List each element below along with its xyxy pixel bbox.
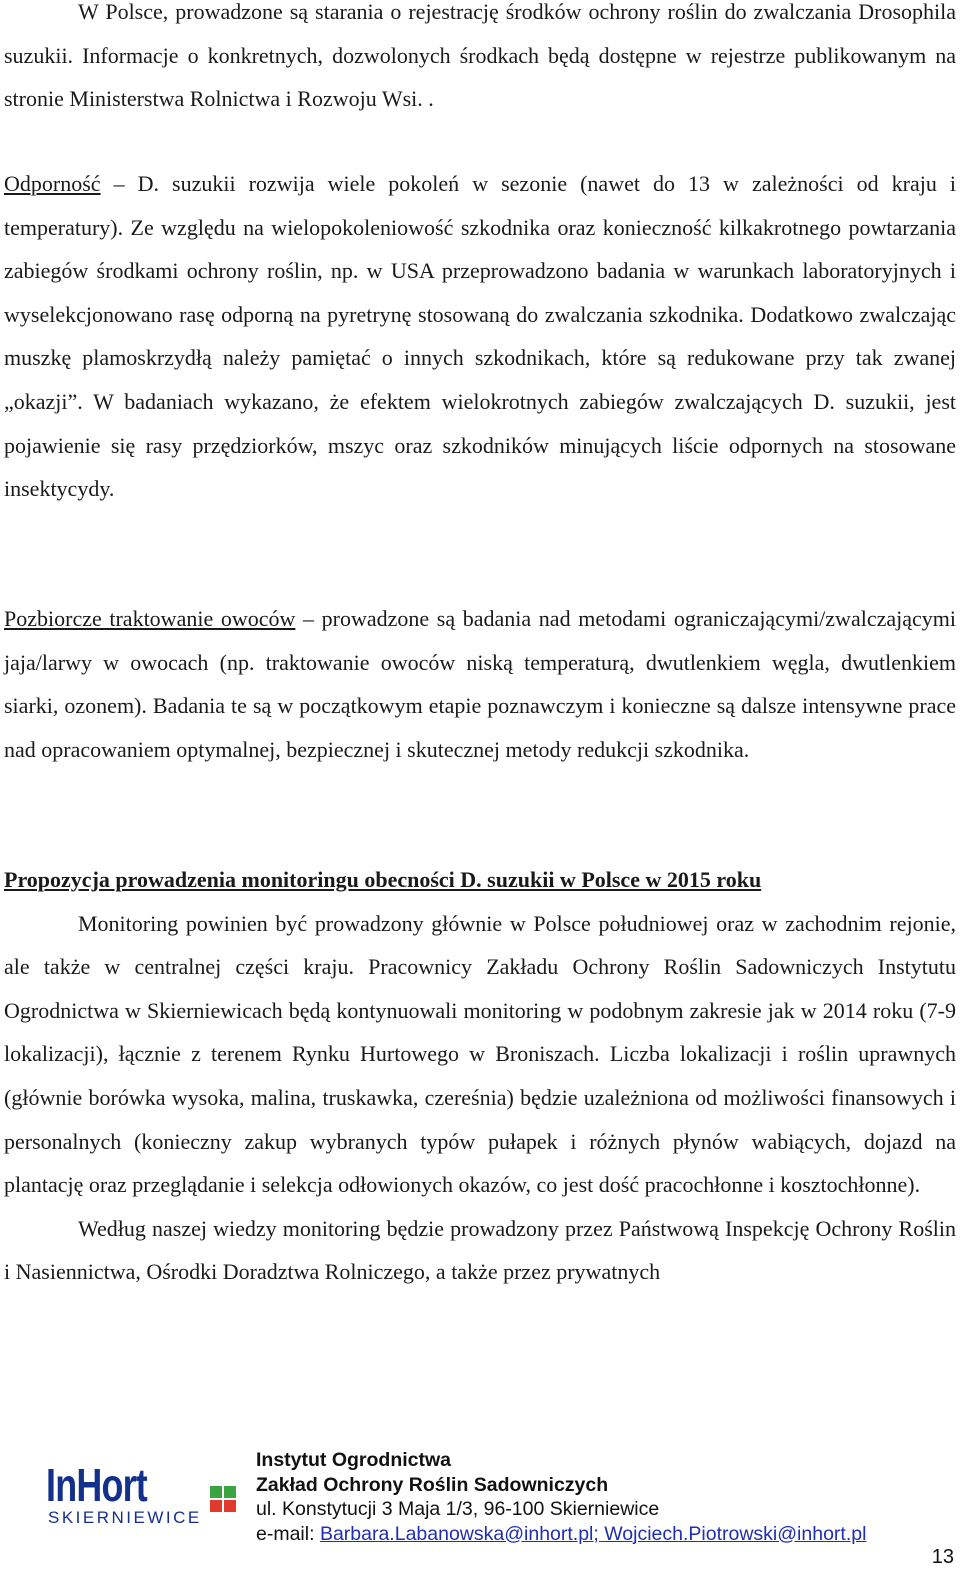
- inhort-logo: [46, 1458, 236, 1538]
- street-address: ul. Konstytucji 3 Maja 1/3, 96-100 Skierniewice: [256, 1498, 660, 1520]
- logo-subtitle: SKIERNIEWICE: [48, 1508, 202, 1527]
- paragraph-monitoring-1: Monitoring powinien być prowadzony głównie w Polsce południowej oraz w zachodnim rejonie, ale także w centralnej części kraju. Pracownicy Zakładu Ochrony Roślin Sadowniczych Instytutu Ogrodnictwa w Skierniewicach będą kontynuowali monitoring w podobnym zakresie jak w 2014 roku (7-9 lokalizacji), łącznie z terenem Rynku Hurtowego w Broniszach. Liczba lokalizacji i roślin uprawnych (głównie borówka wysoka, malina, truskawka, czereśnia) będzie uzależniona od możliwości finansowych i personalnych (konieczny zakup wybranych typów pułapek i różnych płynów wabiących, dojazd na plantację oraz przeglądanie i selekcja odłowionych okazów, co jest dość pracochłonne i kosztochłonne).: [4, 910, 956, 1198]
- institute-name: Instytut Ogrodnictwa: [256, 1449, 451, 1471]
- section-resistance: [4, 162, 956, 511]
- page-number: 13: [931, 1546, 954, 1568]
- paragraph-monitoring-2: Według naszej wiedzy monitoring będzie prowadzony przez Państwową Inspekcję Ochrony Roślin i Nasiennictwa, Ośrodki Doradztwa Rolniczego, a także przez prywatnych: [4, 1215, 956, 1285]
- section-postharvest: [4, 597, 956, 771]
- section-label-resistance: Odporność: [4, 171, 101, 196]
- section-heading-monitoring: Propozycja prowadzenia monitoringu obecności D. suzukii w Polsce w 2015 roku: [4, 867, 762, 892]
- page-footer: [0, 1446, 960, 1569]
- email-line: [256, 1522, 866, 1547]
- email-links[interactable]: Barbara.Labanowska@inhort.pl; Wojciech.Piotrowski@inhort.pl: [319, 1522, 867, 1545]
- logo-wordmark: InHort: [46, 1459, 147, 1511]
- institute-address: [256, 1448, 866, 1546]
- department-name: Zakład Ochrony Roślin Sadowniczych: [256, 1473, 609, 1496]
- email-label: e-mail:: [256, 1522, 320, 1545]
- logo-squares-icon: [210, 1472, 236, 1512]
- paragraph-registration: [4, 0, 956, 121]
- section-text-resistance: – D. suzukii rozwija wiele pokoleń w sezonie (nawet do 13 w zależności od kraju i temperatury). Ze względu na wielopokoleniowość szkodnika oraz konieczność kilkakrotnego powtarzania zabiegów środkami ochrony roślin, np. w USA przeprowadzono badania w warunkach laboratoryjnych i wyselekcjonowano rasę odporną na pyretrynę stosowaną do zwalczania szkodnika. Dodatkowo zwalczając muszkę plamoskrzydłą należy pamiętać o innych szkodnikach, które są redukowane przy tak zwanej „okazji”. W badaniach wykazano, że efektem wielokrotnych zabiegów zwalczających D. suzukii, jest pojawienie się rasy przędziorków, mszyc oraz szkodników minujących liście odpornych na stosowane insektycydy.: [4, 171, 956, 502]
- section-monitoring: [4, 858, 956, 1294]
- section-label-postharvest: Pozbiorcze traktowanie owoców: [4, 606, 296, 631]
- section-text-postharvest: – prowadzone są badania nad metodami ograniczającymi/zwalczającymi jaja/larwy w owocach (np. traktowanie owoców niską temperaturą, dwutlenkiem węgla, dwutlenkiem siarki, ozonem). Badania te są w początkowym etapie poznawczym i konieczne są dalsze intensywne prace nad opracowaniem optymalnej, bezpiecznej i skutecznej metody redukcji szkodnika.: [4, 606, 956, 762]
- paragraph-text: W Polsce, prowadzone są starania o rejestrację środków ochrony roślin do zwalczania Drosophila suzukii. Informacje o konkretnych, dozwolonych środkach będą dostępne w rejestrze publikowanym na stronie Ministerstwa Rolnictwa i Rozwoju Wsi. .: [4, 0, 956, 112]
